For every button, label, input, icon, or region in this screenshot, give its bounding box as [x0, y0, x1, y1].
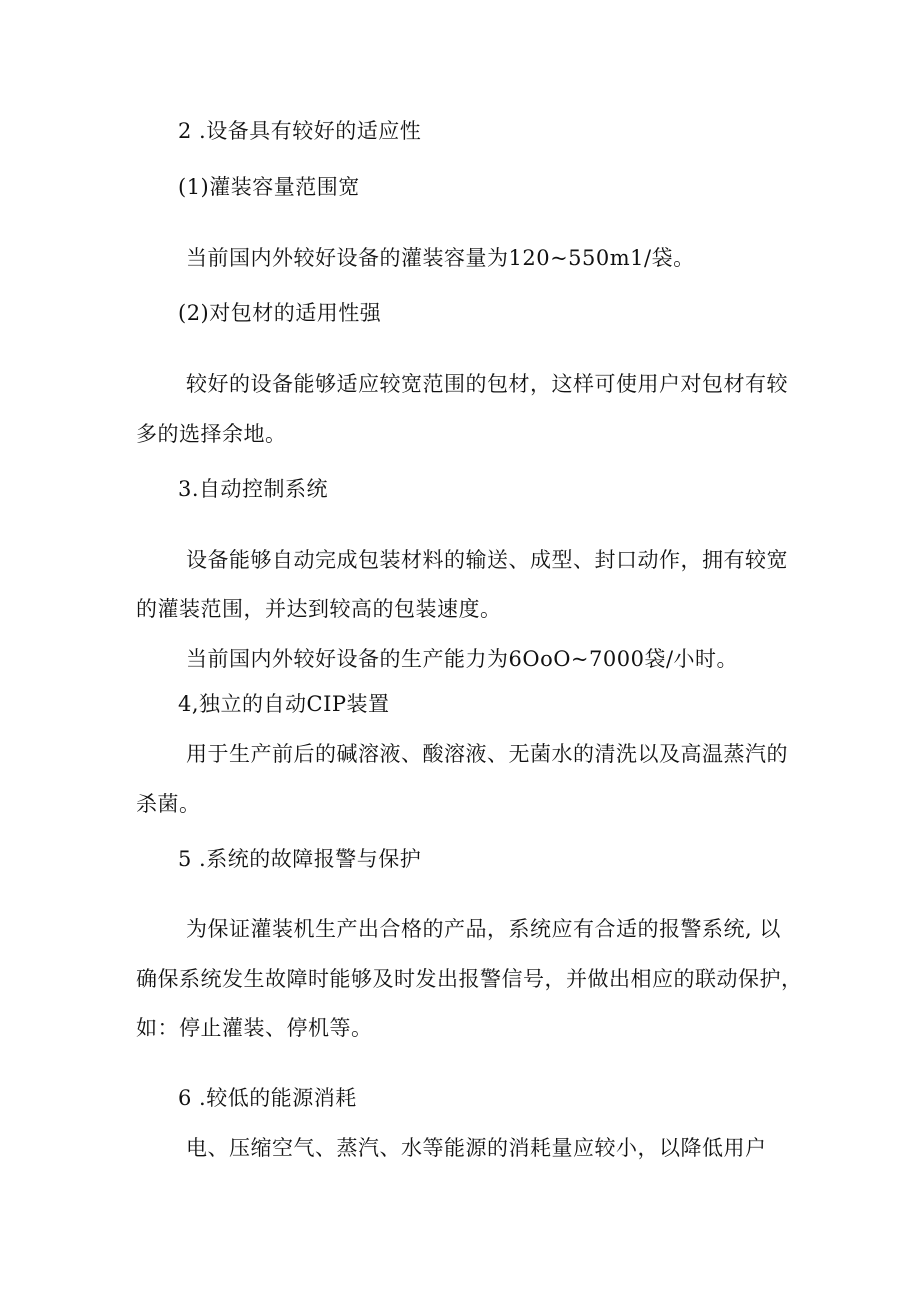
paragraph-line: 当前国内外较好设备的生产能力为6OoO~7000袋/小时。	[186, 647, 739, 671]
heading-cip: 4,独立的自动CIP装置	[178, 692, 390, 716]
paragraph-line: 当前国内外较好设备的灌装容量为120~550m1/袋。	[186, 246, 695, 270]
heading-alarm: 5 .系统的故障报警与保护	[178, 847, 422, 871]
paragraph-line: 如：停止灌装、停机等。	[136, 1016, 373, 1040]
subheading-packaging-material: (2)对包材的适用性强	[178, 301, 382, 325]
paragraph-line: 电、压缩空气、蒸汽、水等能源的消耗量应较小，以降低用户	[186, 1136, 767, 1160]
paragraph-line: 用于生产前后的碱溶液、酸溶液、无菌水的清洗以及高温蒸汽的	[186, 742, 788, 766]
heading-adaptability: 2 .设备具有较好的适应性	[178, 119, 422, 143]
heading-auto-control: 3.自动控制系统	[178, 477, 329, 501]
subheading-filling-range: (1)灌装容量范围宽	[178, 175, 360, 199]
heading-energy: 6 .较低的能源消耗	[178, 1086, 357, 1110]
paragraph-line: 的灌装范围，并达到较高的包装速度。	[136, 597, 502, 621]
paragraph-line: 设备能够自动完成包装材料的输送、成型、封口动作，拥有较宽	[186, 548, 788, 572]
paragraph-line: 为保证灌装机生产出合格的产品，系统应有合适的报警系统, 以	[186, 917, 781, 941]
paragraph-line: 较好的设备能够适应较宽范围的包材，这样可使用户对包材有较	[186, 372, 788, 396]
paragraph-line: 杀菌。	[136, 792, 201, 816]
paragraph-line: 多的选择余地。	[136, 422, 287, 446]
paragraph-line: 确保系统发生故障时能够及时发出报警信号，并做出相应的联动保护，	[136, 967, 803, 991]
